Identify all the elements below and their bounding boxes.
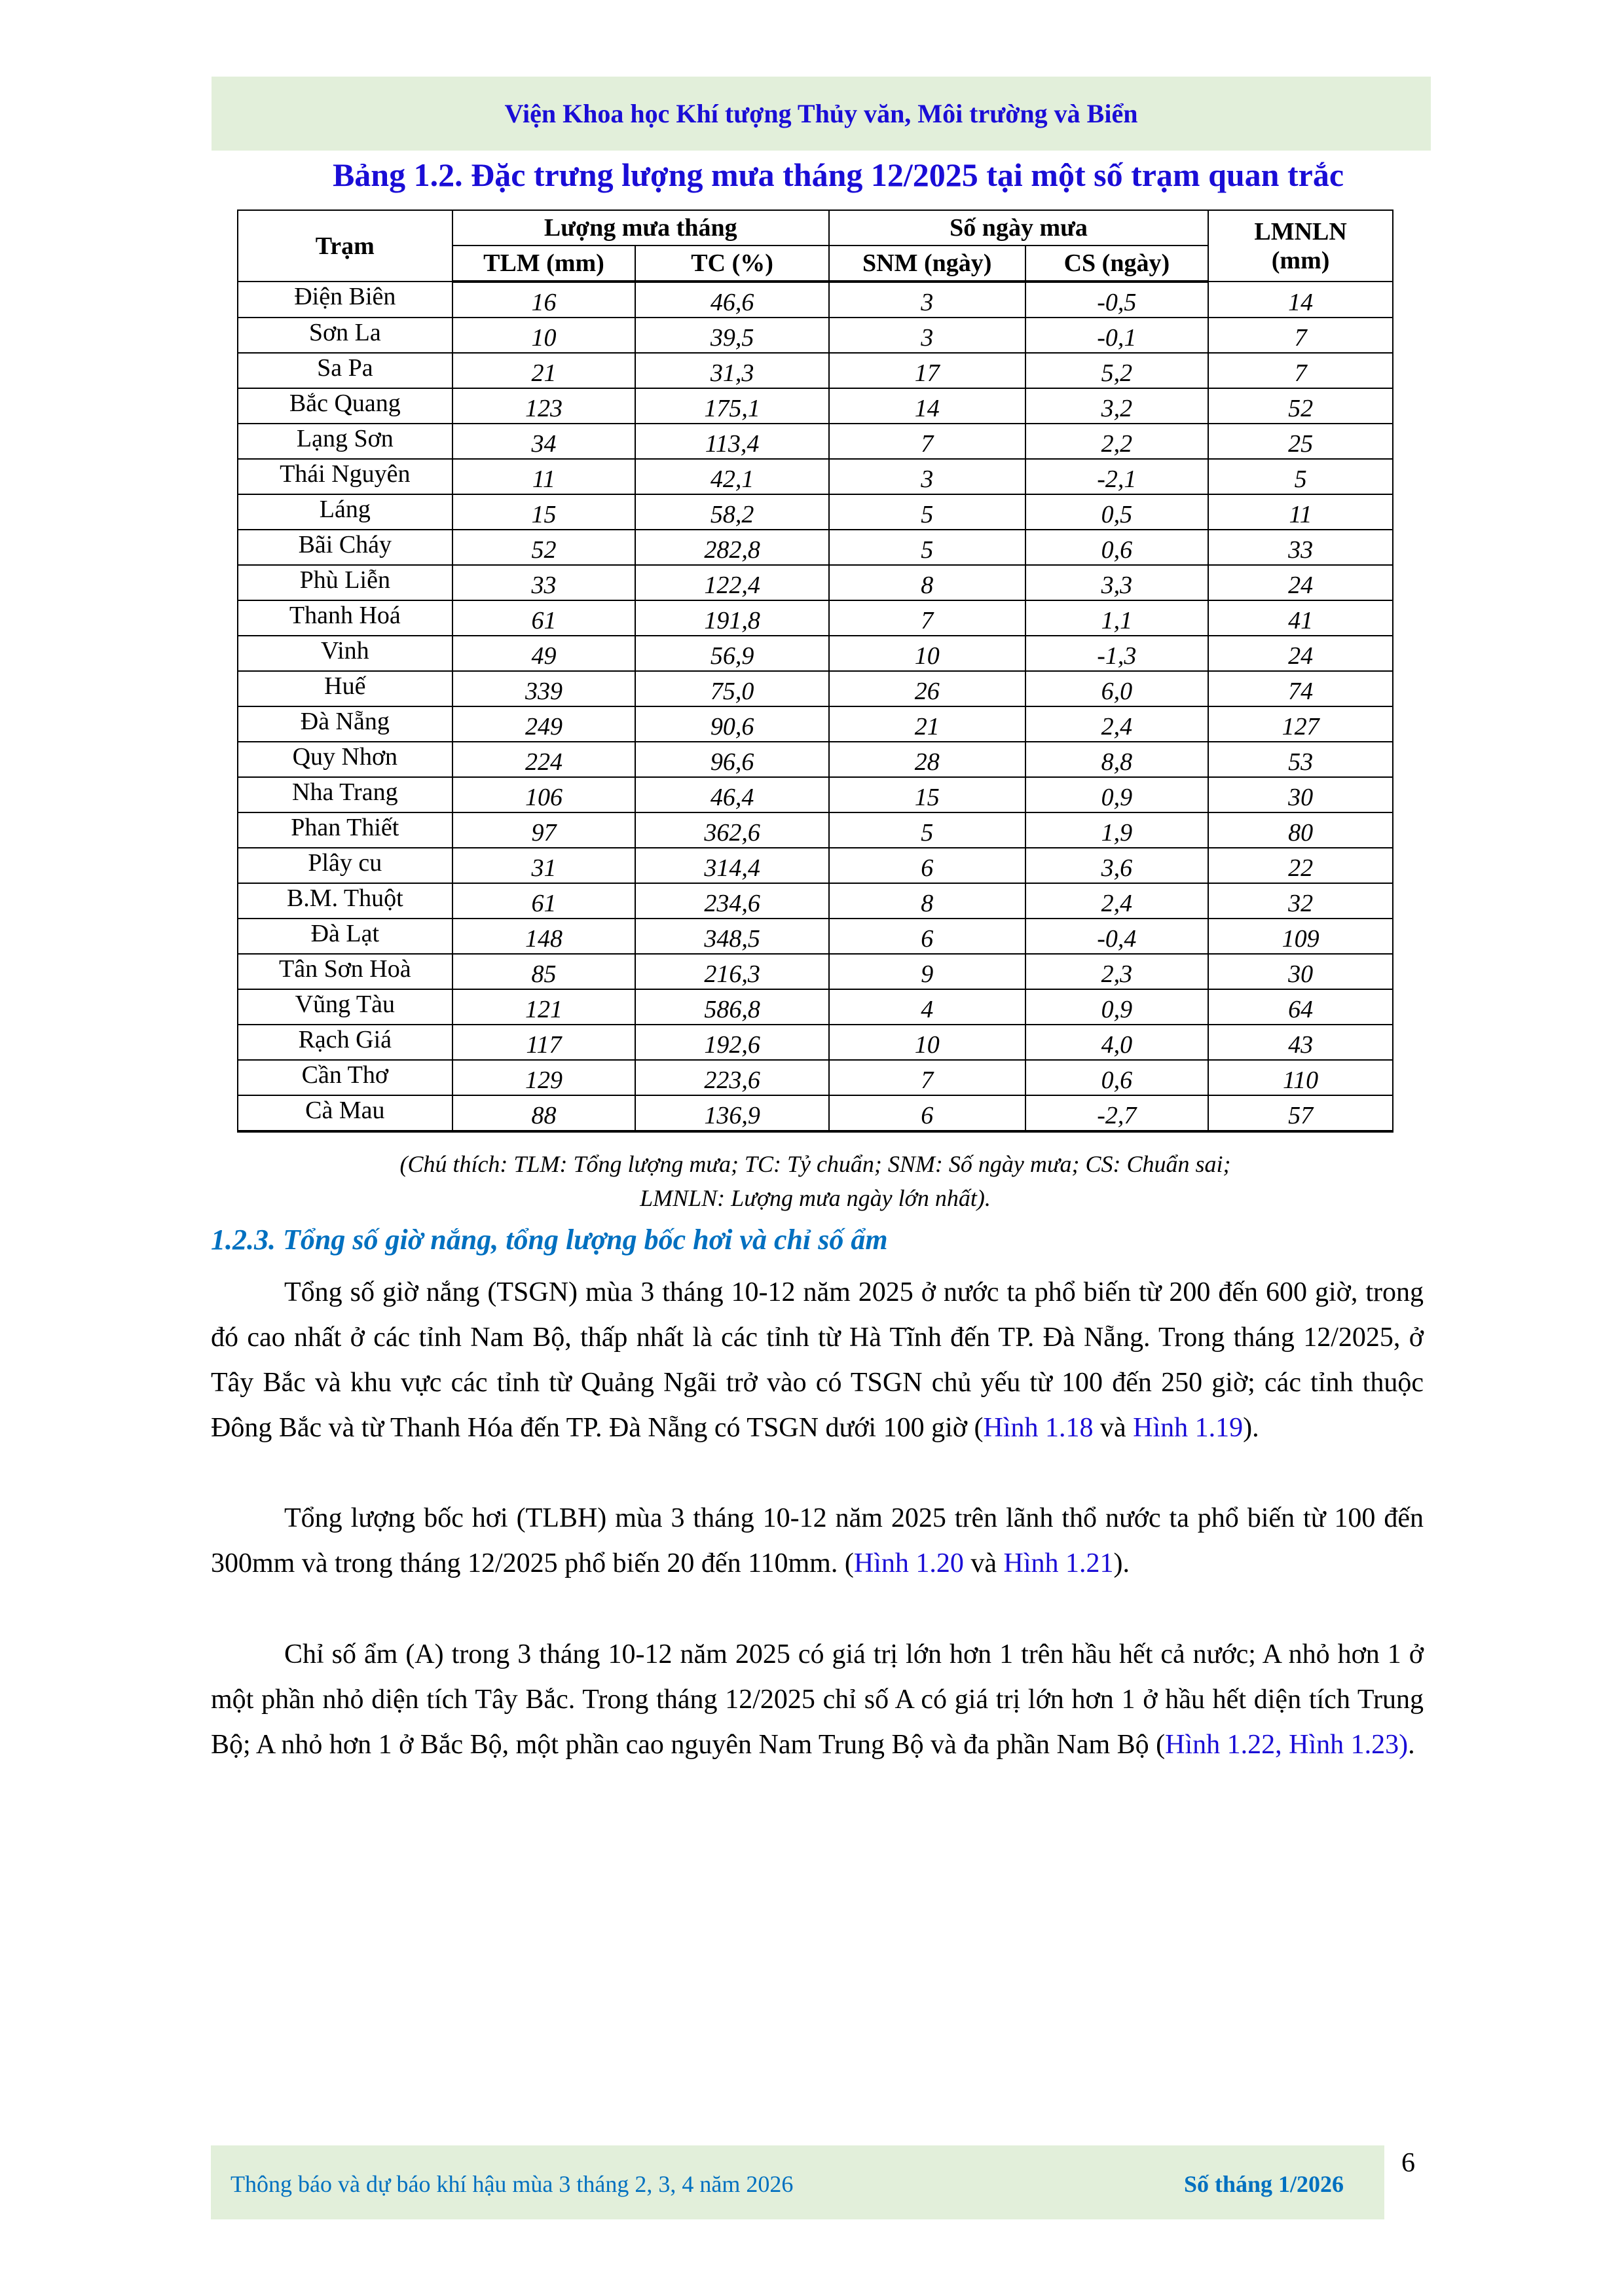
cell-station: Vinh (238, 636, 452, 671)
paragraph-text: ). (1243, 1413, 1259, 1443)
cell-lmnln: 24 (1208, 565, 1393, 600)
cell-cs: -0,1 (1025, 318, 1209, 353)
cell-lmnln: 127 (1208, 706, 1393, 742)
cell-lmnln: 14 (1208, 282, 1393, 318)
cell-tlm: 31 (452, 848, 636, 883)
table-row (238, 706, 1393, 742)
cell-cs: 2,3 (1025, 954, 1209, 989)
cell-tc: 56,9 (635, 636, 829, 671)
paragraph-sunshine (211, 1270, 1424, 1451)
cell-tc: 314,4 (635, 848, 829, 883)
cell-snm: 26 (829, 671, 1025, 706)
header-tc: TC (%) (635, 246, 829, 282)
cell-tc: 223,6 (635, 1060, 829, 1095)
cell-snm: 6 (829, 1095, 1025, 1131)
cell-cs: 5,2 (1025, 353, 1209, 388)
header-lmnln (1208, 210, 1393, 282)
cell-tc: 216,3 (635, 954, 829, 989)
cell-tlm: 61 (452, 600, 636, 636)
cell-lmnln: 22 (1208, 848, 1393, 883)
cell-lmnln: 74 (1208, 671, 1393, 706)
table-row (238, 812, 1393, 848)
cell-station: Phù Liễn (238, 565, 452, 600)
cell-snm: 28 (829, 742, 1025, 777)
cell-tc: 39,5 (635, 318, 829, 353)
cell-snm: 6 (829, 848, 1025, 883)
cell-station: Sa Pa (238, 353, 452, 388)
institute-name: Viện Khoa học Khí tượng Thủy văn, Môi trường và Biển (504, 99, 1138, 128)
table-row (238, 318, 1393, 353)
cell-snm: 9 (829, 954, 1025, 989)
cell-cs: -0,4 (1025, 919, 1209, 954)
cell-cs: 2,4 (1025, 883, 1209, 919)
cell-tlm: 97 (452, 812, 636, 848)
cell-snm: 10 (829, 1025, 1025, 1060)
table-note-line2: LMNLN: Lượng mưa ngày lớn nhất). (640, 1185, 991, 1211)
table-note (237, 1147, 1393, 1215)
cell-station: B.M. Thuột (238, 883, 452, 919)
cell-tc: 282,8 (635, 530, 829, 565)
cell-station: Bãi Cháy (238, 530, 452, 565)
figure-link-1-18[interactable]: Hình 1.18 (983, 1413, 1094, 1443)
table-row (238, 282, 1393, 318)
table-note-line1: (Chú thích: TLM: Tổng lượng mưa; TC: Tỷ chuẩn; SNM: Số ngày mưa; CS: Chuẩn sai; (399, 1151, 1231, 1177)
header-lmnln-line2: (mm) (1271, 246, 1330, 274)
cell-tlm: 33 (452, 565, 636, 600)
header-snm: SNM (ngày) (829, 246, 1025, 282)
paragraph-text: và (1093, 1413, 1134, 1443)
cell-cs: 1,1 (1025, 600, 1209, 636)
cell-lmnln: 32 (1208, 883, 1393, 919)
cell-lmnln: 41 (1208, 600, 1393, 636)
cell-station: Nha Trang (238, 777, 452, 812)
table-row (238, 388, 1393, 424)
cell-station: Lạng Sơn (238, 424, 452, 459)
cell-cs: 1,9 (1025, 812, 1209, 848)
cell-lmnln: 110 (1208, 1060, 1393, 1095)
cell-cs: 8,8 (1025, 742, 1209, 777)
cell-tc: 362,6 (635, 812, 829, 848)
cell-station: Láng (238, 494, 452, 530)
cell-tlm: 106 (452, 777, 636, 812)
cell-tc: 191,8 (635, 600, 829, 636)
cell-snm: 3 (829, 318, 1025, 353)
cell-cs: -2,7 (1025, 1095, 1209, 1131)
cell-lmnln: 5 (1208, 459, 1393, 494)
cell-lmnln: 11 (1208, 494, 1393, 530)
cell-station: Sơn La (238, 318, 452, 353)
header-band (212, 77, 1431, 151)
table-row (238, 494, 1393, 530)
paragraph-humidity (211, 1632, 1424, 1768)
cell-tlm: 88 (452, 1095, 636, 1131)
cell-tlm: 339 (452, 671, 636, 706)
cell-tlm: 11 (452, 459, 636, 494)
cell-cs: 0,6 (1025, 530, 1209, 565)
cell-snm: 3 (829, 459, 1025, 494)
footer-issue: Số tháng 1/2026 (1183, 2171, 1344, 2197)
cell-tlm: 16 (452, 282, 636, 318)
cell-tc: 586,8 (635, 989, 829, 1025)
cell-tlm: 129 (452, 1060, 636, 1095)
figure-link-1-21[interactable]: Hình 1.21 (1003, 1548, 1114, 1578)
cell-station: Tân Sơn Hoà (238, 954, 452, 989)
paragraph-text: Chỉ số ẩm (A) trong 3 tháng 10-12 năm 2025 có giá trị lớn hơn 1 trên hầu hết cả nước; A nhỏ hơn 1 ở một phần nhỏ diện tích Tây Bắc. Trong tháng 12/2025 chỉ số A có giá trị lớn hơn 1 ở hầu hết diện tích Trung Bộ; A nhỏ hơn 1 ở Bắc Bộ, một phần cao nguyên Nam Trung Bộ và đa phần Nam Bộ ( (211, 1639, 1424, 1760)
cell-cs: 0,9 (1025, 989, 1209, 1025)
figure-link-1-20[interactable]: Hình 1.20 (853, 1548, 964, 1578)
cell-station: Cà Mau (238, 1095, 452, 1131)
cell-tc: 348,5 (635, 919, 829, 954)
table-row (238, 424, 1393, 459)
table-title: Bảng 1.2. Đặc trưng lượng mưa tháng 12/2025 tại một số trạm quan trắc (332, 156, 1344, 193)
table-header-row (238, 210, 1393, 246)
table-row (238, 565, 1393, 600)
table-body (238, 282, 1393, 1131)
cell-tlm: 224 (452, 742, 636, 777)
rainfall-table (237, 210, 1393, 1133)
paragraph-text: và (963, 1548, 1004, 1578)
cell-tlm: 123 (452, 388, 636, 424)
cell-snm: 5 (829, 494, 1025, 530)
table-row (238, 353, 1393, 388)
cell-cs: 4,0 (1025, 1025, 1209, 1060)
cell-lmnln: 80 (1208, 812, 1393, 848)
cell-station: Thái Nguyên (238, 459, 452, 494)
cell-tc: 42,1 (635, 459, 829, 494)
cell-tlm: 148 (452, 919, 636, 954)
cell-tlm: 85 (452, 954, 636, 989)
cell-lmnln: 57 (1208, 1095, 1393, 1131)
footer-publication-title: Thông báo và dự báo khí hậu mùa 3 tháng 2, 3, 4 năm 2026 (231, 2171, 794, 2197)
cell-cs: -0,5 (1025, 282, 1209, 318)
paragraph-text: Tổng số giờ nắng (TSGN) mùa 3 tháng 10-12 năm 2025 ở nước ta phổ biến từ 200 đến 600 giờ, trong đó cao nhất ở các tỉnh Nam Bộ, thấp nhất là các tỉnh từ Hà Tĩnh đến TP. Đà Nẵng. Trong tháng 12/2025, ở Tây Bắc và khu vực các tỉnh từ Quảng Ngãi trở vào có TSGN chủ yếu từ 100 đến 250 giờ; các tỉnh thuộc Đông Bắc và từ Thanh Hóa đến TP. Đà Nẵng có TSGN dưới 100 giờ ( (211, 1277, 1424, 1443)
cell-cs: 3,6 (1025, 848, 1209, 883)
header-group-rain: Lượng mưa tháng (452, 210, 829, 246)
cell-tlm: 15 (452, 494, 636, 530)
cell-station: Cần Thơ (238, 1060, 452, 1095)
cell-tlm: 49 (452, 636, 636, 671)
figure-link-1-19[interactable]: Hình 1.19 (1133, 1413, 1244, 1443)
cell-lmnln: 53 (1208, 742, 1393, 777)
table-row (238, 777, 1393, 812)
cell-tc: 58,2 (635, 494, 829, 530)
cell-cs: 0,5 (1025, 494, 1209, 530)
cell-tlm: 10 (452, 318, 636, 353)
cell-cs: -2,1 (1025, 459, 1209, 494)
cell-lmnln: 7 (1208, 353, 1393, 388)
table-row (238, 848, 1393, 883)
cell-tc: 113,4 (635, 424, 829, 459)
cell-tlm: 34 (452, 424, 636, 459)
table-row (238, 883, 1393, 919)
cell-station: Thanh Hoá (238, 600, 452, 636)
cell-lmnln: 64 (1208, 989, 1393, 1025)
footer-band (211, 2145, 1384, 2219)
cell-snm: 8 (829, 883, 1025, 919)
cell-station: Quy Nhơn (238, 742, 452, 777)
cell-station: Phan Thiết (238, 812, 452, 848)
cell-tc: 31,3 (635, 353, 829, 388)
cell-snm: 14 (829, 388, 1025, 424)
cell-tlm: 117 (452, 1025, 636, 1060)
cell-lmnln: 24 (1208, 636, 1393, 671)
cell-station: Điện Biên (238, 282, 452, 318)
header-group-days: Số ngày mưa (829, 210, 1208, 246)
cell-tlm: 61 (452, 883, 636, 919)
cell-lmnln: 33 (1208, 530, 1393, 565)
cell-lmnln: 52 (1208, 388, 1393, 424)
table-row (238, 919, 1393, 954)
paragraph-evaporation (211, 1496, 1424, 1586)
cell-station: Plây cu (238, 848, 452, 883)
cell-tlm: 121 (452, 989, 636, 1025)
cell-cs: 3,2 (1025, 388, 1209, 424)
cell-lmnln: 25 (1208, 424, 1393, 459)
cell-tc: 192,6 (635, 1025, 829, 1060)
cell-tc: 90,6 (635, 706, 829, 742)
cell-tc: 234,6 (635, 883, 829, 919)
cell-lmnln: 30 (1208, 777, 1393, 812)
header-station: Trạm (238, 210, 452, 282)
cell-snm: 5 (829, 812, 1025, 848)
page-number: 6 (1401, 2148, 1415, 2178)
cell-tlm: 249 (452, 706, 636, 742)
cell-cs: 3,3 (1025, 565, 1209, 600)
cell-lmnln: 109 (1208, 919, 1393, 954)
cell-station: Vũng Tàu (238, 989, 452, 1025)
table-row (238, 636, 1393, 671)
cell-tc: 175,1 (635, 388, 829, 424)
section-heading: 1.2.3. Tổng số giờ nắng, tổng lượng bốc hơi và chỉ số ẩm (211, 1224, 888, 1256)
header-cs: CS (ngày) (1025, 246, 1209, 282)
cell-snm: 6 (829, 919, 1025, 954)
cell-snm: 3 (829, 282, 1025, 318)
header-lmnln-line1: LMNLN (1254, 217, 1347, 246)
cell-tc: 75,0 (635, 671, 829, 706)
cell-snm: 7 (829, 600, 1025, 636)
paragraph-text: ). (1113, 1548, 1130, 1578)
cell-tc: 96,6 (635, 742, 829, 777)
cell-tlm: 52 (452, 530, 636, 565)
figure-link-1-22-1-23[interactable]: Hình 1.22, Hình 1.23) (1165, 1730, 1409, 1760)
table-row (238, 671, 1393, 706)
cell-snm: 21 (829, 706, 1025, 742)
cell-tc: 136,9 (635, 1095, 829, 1131)
cell-cs: 0,6 (1025, 1060, 1209, 1095)
table-row (238, 530, 1393, 565)
cell-cs: -1,3 (1025, 636, 1209, 671)
cell-cs: 0,9 (1025, 777, 1209, 812)
cell-snm: 17 (829, 353, 1025, 388)
table-row (238, 1095, 1393, 1131)
table-row (238, 742, 1393, 777)
cell-station: Huế (238, 671, 452, 706)
cell-station: Bắc Quang (238, 388, 452, 424)
table-row (238, 600, 1393, 636)
table-row (238, 1060, 1393, 1095)
cell-tc: 46,6 (635, 282, 829, 318)
cell-snm: 7 (829, 1060, 1025, 1095)
cell-tc: 46,4 (635, 777, 829, 812)
table-row (238, 989, 1393, 1025)
cell-cs: 2,4 (1025, 706, 1209, 742)
cell-station: Đà Lạt (238, 919, 452, 954)
cell-lmnln: 30 (1208, 954, 1393, 989)
cell-snm: 7 (829, 424, 1025, 459)
cell-snm: 15 (829, 777, 1025, 812)
cell-snm: 5 (829, 530, 1025, 565)
table-row (238, 1025, 1393, 1060)
header-tlm: TLM (mm) (452, 246, 636, 282)
cell-lmnln: 7 (1208, 318, 1393, 353)
cell-cs: 2,2 (1025, 424, 1209, 459)
table-row (238, 954, 1393, 989)
paragraph-text: Tổng lượng bốc hơi (TLBH) mùa 3 tháng 10-12 năm 2025 trên lãnh thổ nước ta phổ biến từ 100 đến 300mm và trong tháng 12/2025 phổ biến 20 đến 110mm. ( (211, 1503, 1424, 1578)
cell-snm: 4 (829, 989, 1025, 1025)
cell-tlm: 21 (452, 353, 636, 388)
table-row (238, 459, 1393, 494)
cell-cs: 6,0 (1025, 671, 1209, 706)
paragraph-text: . (1408, 1730, 1415, 1760)
cell-snm: 8 (829, 565, 1025, 600)
cell-tc: 122,4 (635, 565, 829, 600)
cell-station: Rạch Giá (238, 1025, 452, 1060)
cell-lmnln: 43 (1208, 1025, 1393, 1060)
cell-snm: 10 (829, 636, 1025, 671)
cell-station: Đà Nẵng (238, 706, 452, 742)
